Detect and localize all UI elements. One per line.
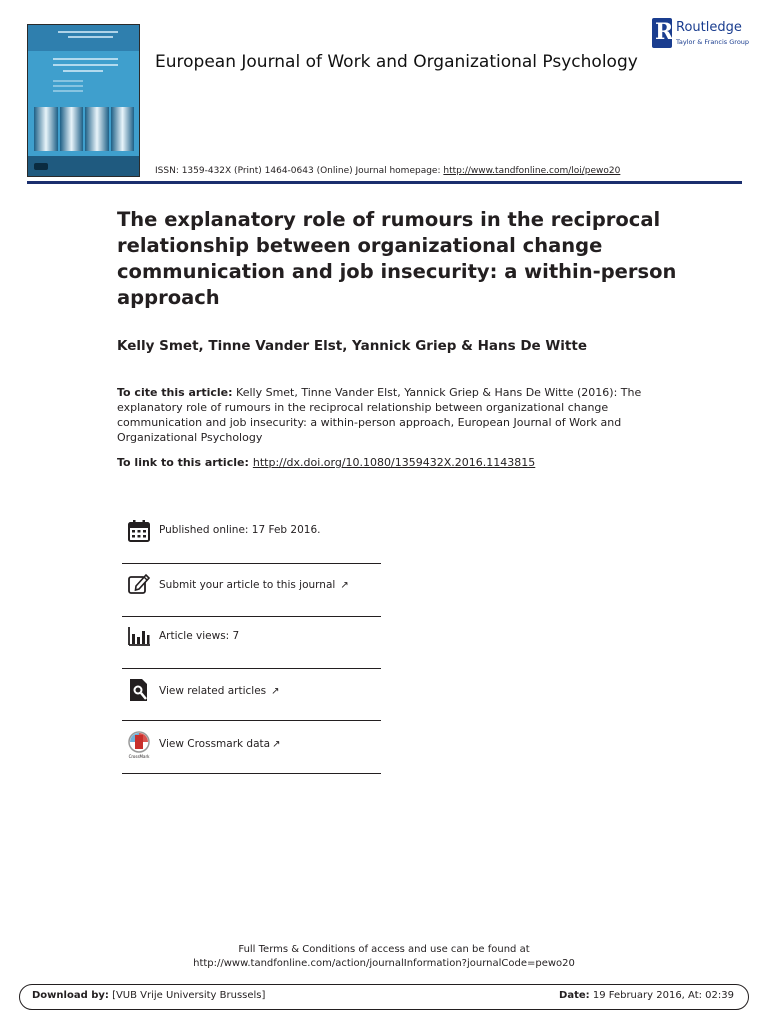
cite-text: Kelly Smet, Tinne Vander Elst, Yannick Griep & Hans De Witte (2016): The explanatory role of rumours in the reciprocal relationship between organizational change communication and job insecurity: a within-person approach, European Journal of Work and Organizational Psychology [117, 386, 642, 444]
download-by: Download by: [VUB Vrije University Brussels] [32, 990, 266, 1001]
article-authors: Kelly Smet, Tinne Vander Elst, Yannick Griep & Hans De Witte [117, 338, 587, 354]
crossmark-row[interactable] [122, 731, 381, 783]
issn-line [155, 166, 620, 176]
article-title: The explanatory role of rumours in the reciprocal relationship between organizational change communication and job insecurity: a within-person approach [117, 208, 677, 309]
routledge-logo-mark: R [652, 18, 672, 48]
journal-title: European Journal of Work and Organizational Psychology [155, 52, 638, 72]
publisher-logo [652, 18, 752, 52]
divider [122, 668, 381, 669]
related-articles-row[interactable] [122, 678, 381, 730]
divider [122, 616, 381, 617]
divider [122, 773, 381, 774]
svg-text:CrossMark: CrossMark [128, 754, 150, 759]
bar-chart-icon [127, 624, 151, 648]
link-label: To link to this article: [117, 456, 249, 469]
doi-link[interactable]: http://dx.doi.org/10.1080/1359432X.2016.1143815 [252, 456, 536, 469]
divider [122, 563, 381, 564]
publisher-group: Taylor & Francis Group [676, 38, 750, 46]
header-divider [27, 181, 742, 184]
crossmark-icon [127, 731, 151, 759]
crossmark-link[interactable]: View Crossmark data ↗ [159, 738, 281, 750]
external-link-icon: ↗ [271, 686, 280, 697]
article-link-line [117, 456, 535, 469]
published-date: Published online: 17 Feb 2016. [159, 524, 321, 536]
issn-text: ISSN: 1359-432X (Print) 1464-0643 (Online) Journal homepage: [155, 166, 444, 176]
download-info-bar [19, 984, 749, 1010]
edit-icon [127, 572, 151, 596]
journal-homepage-link[interactable]: http://www.tandfonline.com/loi/pewo20 [443, 166, 621, 176]
cite-label: To cite this article: [117, 386, 233, 399]
terms-line-1: Full Terms & Conditions of access and use can be found at [238, 944, 530, 955]
citation-block [117, 385, 647, 445]
calendar-icon [127, 519, 151, 543]
journal-cover-image [27, 24, 140, 177]
external-link-icon: ↗ [340, 580, 349, 591]
article-views: Article views: 7 [159, 630, 240, 642]
search-document-icon [127, 678, 151, 702]
publisher-name: Routledge [676, 20, 742, 35]
submit-article-link[interactable]: Submit your article to this journal ↗ [159, 579, 349, 591]
download-date: Date: 19 February 2016, At: 02:39 [559, 990, 734, 1001]
divider [122, 720, 381, 721]
terms-url[interactable]: http://www.tandfonline.com/action/journalInformation?journalCode=pewo20 [193, 958, 575, 969]
external-link-icon: ↗ [272, 739, 281, 750]
related-articles-link[interactable]: View related articles ↗ [159, 685, 280, 697]
